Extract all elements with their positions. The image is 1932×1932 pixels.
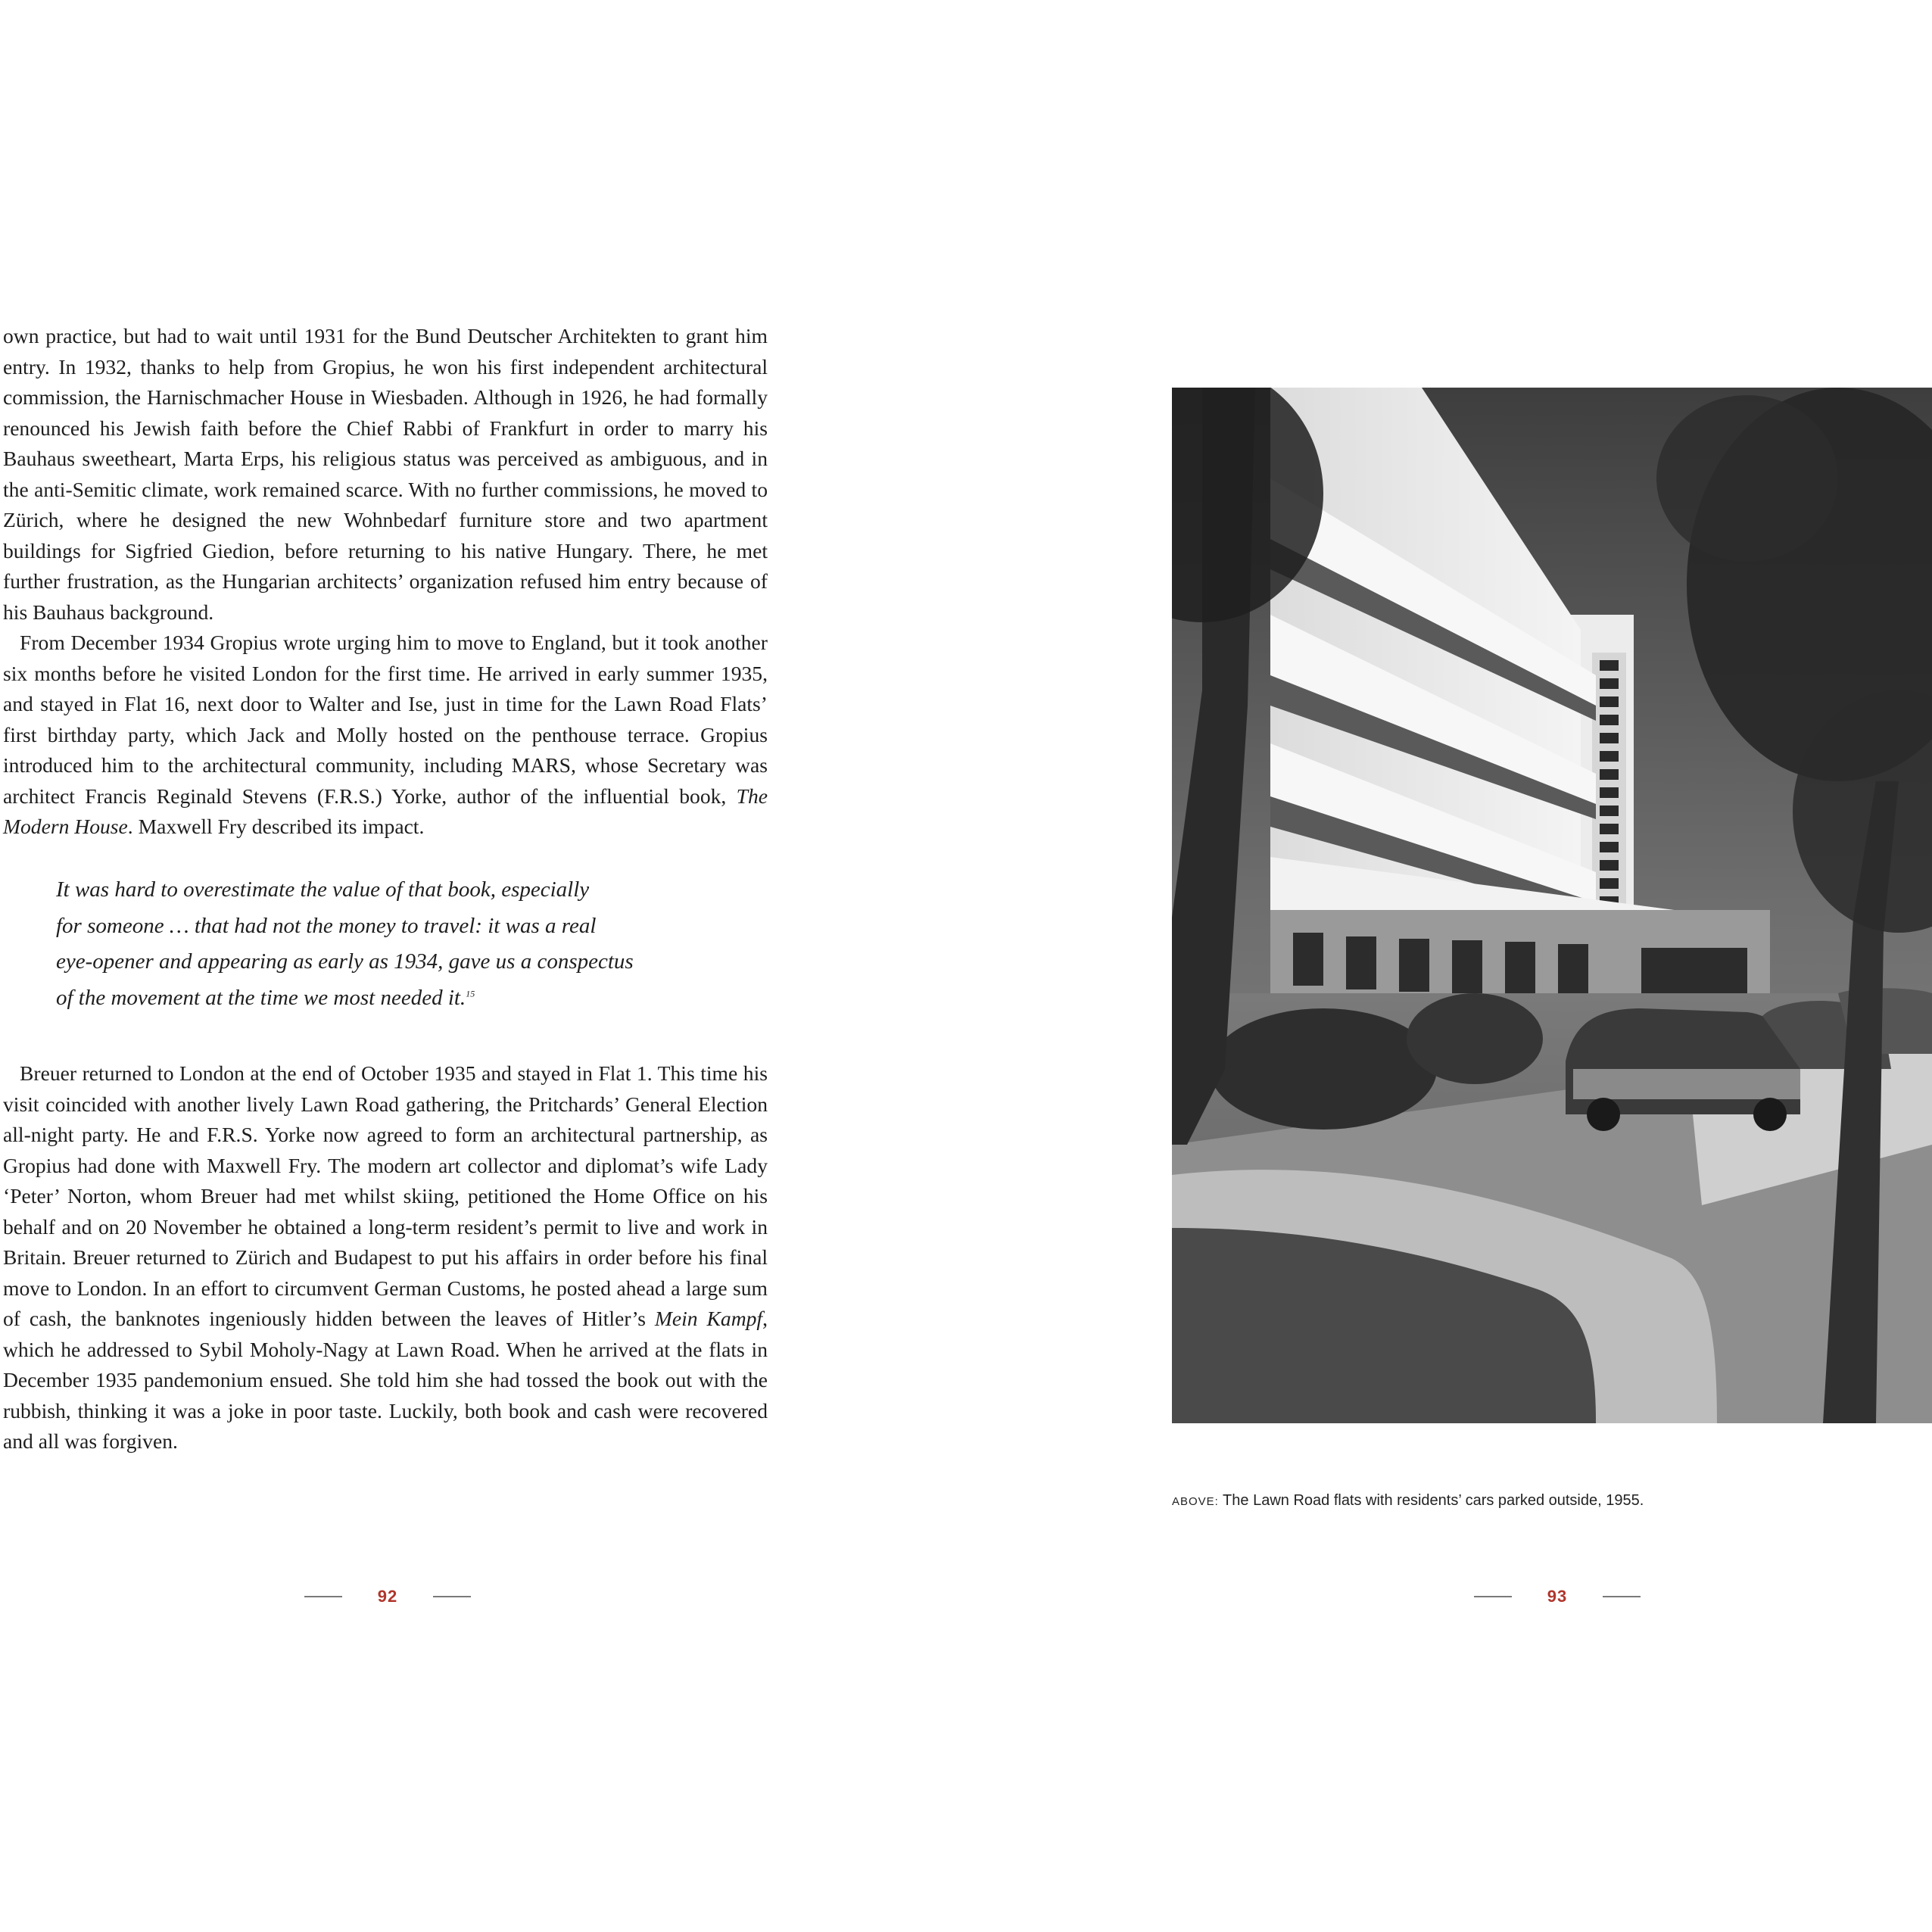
folio-right	[1474, 1585, 1641, 1608]
block-quote	[56, 872, 677, 1016]
paragraph-3-end: , which he addressed to Sybil Moholy-Nagy at Lawn Road. When he arrived at the flats in December 1935 pandemonium ensued. She told him she had tossed the book out with the rubbish, thinking it was a joke in poor taste. Luckily, both book and cash were recovered and all was forgiven.	[3, 1307, 768, 1453]
paragraph-3-text: Breuer returned to London at the end of October 1935 and stayed in Flat 1. This time his visit coincided with another lively Lawn Road gathering, the Pritchards’ General Election all-night party. He and F.R.S. Yorke now agreed to form an architectural partnership, as Gropius had done with Maxwell Fry. The modern art collector and diplomat’s wife Lady ‘Peter’ Norton, whom Breuer had met whilst skiing, petitioned the Home Office on his behalf and on 20 November he obtained a long-term resident’s permit to live and work in Britain. Breuer returned to Zürich and Budapest to put his affairs in order before his final move to London. In an effort to circumvent German Customs, he posted ahead a large sum of cash, the banknotes ingeniously hidden between the leaves of Hitler’s	[3, 1061, 768, 1330]
folio-rule-right	[433, 1596, 471, 1597]
footnote-marker: 15	[466, 987, 475, 999]
paragraph-1: own practice, but had to wait until 1931 for the Bund Deutscher Architekten to grant him entry. In 1932, thanks to help from Gropius, he won his first independent architectural commission, the Harnischmacher House in Wiesbaden. Although in 1926, he had formally renounced his Jewish faith before the Chief Rabbi of Frankfurt in order to marry his Bauhaus sweetheart, Marta Erps, his religious status was perceived as ambiguous, and in the anti-Semitic climate, work remained scarce. With no further commissions, he moved to Zürich, where he designed the new Wohnbedarf furniture store and two apartment buildings for Sigfried Giedion, before returning to his native Hungary. There, he met further frustration, as the Hungarian architects’ organization refused him entry because of his Bauhaus background.	[3, 324, 768, 624]
paragraph-2	[3, 628, 768, 843]
body-text-top	[3, 321, 768, 843]
folio-rule-right	[1603, 1596, 1641, 1597]
caption-lead: ABOVE:	[1172, 1495, 1219, 1508]
photo-caption	[1172, 1492, 1644, 1510]
quote-line-2: for someone … that had not the money to travel: it was a real	[56, 913, 597, 938]
quote-line-4-text: of the movement at the time we most needed it.	[56, 985, 466, 1010]
book-title-modern-house: The Modern House	[3, 784, 768, 838]
caption-text: The Lawn Road flats with residents’ cars parked outside, 1955.	[1218, 1492, 1644, 1509]
paragraph-2-end: . Maxwell Fry described its impact.	[127, 815, 425, 838]
quote-line-4	[56, 980, 677, 1017]
book-title-mein-kampf: Mein Kampf	[654, 1307, 763, 1330]
folio-rule-left	[1474, 1596, 1512, 1597]
quote-line-1: It was hard to overestimate the value of that book, especially	[56, 877, 590, 902]
body-text-bottom	[3, 1058, 768, 1457]
page-number-right: 93	[1547, 1587, 1568, 1606]
paragraph-3	[3, 1058, 768, 1457]
folio-left	[304, 1585, 471, 1608]
photo-lawn-road-flats	[1172, 388, 1932, 1423]
quote-line-3: eye-opener and appearing as early as 1934, gave us a conspectus	[56, 949, 634, 974]
page-number-left: 92	[377, 1587, 398, 1606]
folio-rule-left	[304, 1596, 342, 1597]
paragraph-2-text: From December 1934 Gropius wrote urging him to move to England, but it took another six months before he visited London for the first time. He arrived in early summer 1935, and stayed in Flat 16, next door to Walter and Ise, just in time for the Lawn Road Flats’ first birthday party, which Jack and Molly hosted on the penthouse terrace. Gropius introduced him to the architectural community, including MARS, whose Secretary was architect Francis Reginald Stevens (F.R.S.) Yorke, author of the influential book,	[3, 631, 768, 808]
